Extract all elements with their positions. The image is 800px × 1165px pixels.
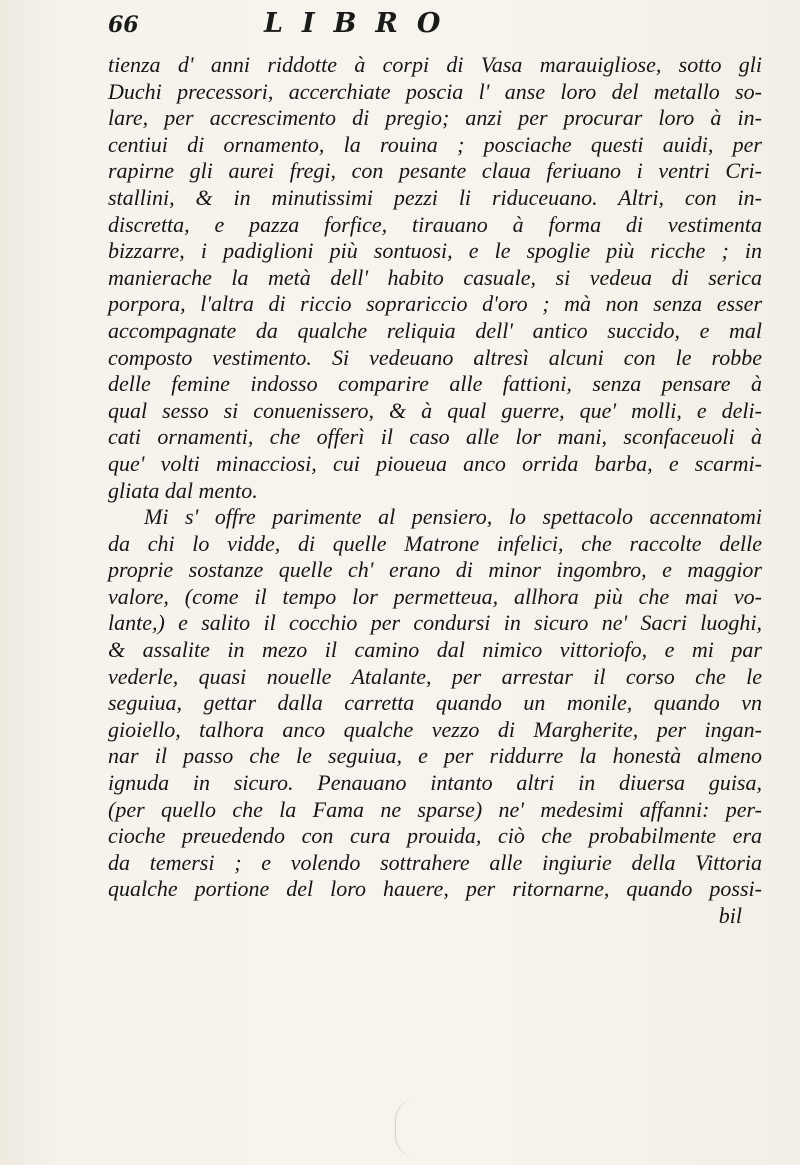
text-line: nar il passo che le seguiua, e per riddurre la honestà almeno <box>108 743 762 769</box>
text-line: gioiello, talhora anco qualche vezzo di Margherite, per ingan- <box>108 716 762 742</box>
text-line: discretta, e pazza forfice, tirauano à forma di vestimenta <box>108 211 762 237</box>
catchword: bil <box>718 903 742 928</box>
text-line: (per quello che la Fama ne sparse) ne' medesimi affanni: per- <box>108 796 762 822</box>
text-line: centiui di ornamento, la rouina ; posciache questi auidi, per <box>108 131 762 157</box>
text-line: porpora, l'altra di riccio soprariccio d'oro ; mà non senza esser <box>108 291 762 317</box>
text-line: valore, (come il tempo lor permetteua, allhora più che mai vo- <box>108 583 762 609</box>
text-line: qual sesso si conuenissero, & à qual guerre, que' molli, e deli- <box>108 397 762 423</box>
text-line: composto vestimento. Si vedeuano altresì alcuni con le robbe <box>108 344 762 370</box>
text-line: tienza d' anni riddotte à corpi di Vasa marauigliose, sotto gli <box>108 52 762 77</box>
text-line: ignuda in sicuro. Penauano intanto altri in diuersa guisa, <box>108 770 762 796</box>
text-line: & assalite in mezo il camino dal nimico vittoriofo, e mi par <box>108 637 762 663</box>
text-line: manierache la metà dell' habito casuale, si vedeua di serica <box>108 264 762 290</box>
text-line: bizzarre, i padiglioni più sontuosi, e le spoglie più ricche ; in <box>108 238 762 264</box>
page-header <box>108 8 748 42</box>
paragraph-1 <box>108 52 762 504</box>
text-line: stallini, & in minutissimi pezzi li riduceuano. Altri, con in- <box>108 184 762 210</box>
text-line: seguiua, gettar dalla carretta quando un monile, quando vn <box>108 690 762 716</box>
text-line: cati ornamenti, che offerì il caso alle lor mani, sconfaceuoli à <box>108 424 762 450</box>
paper-mark <box>395 1098 418 1158</box>
text-line: lare, per accrescimento di pregio; anzi per procurar loro à in- <box>108 105 762 131</box>
text-line: accompagnate da qualche reliquia dell' antico succido, e mal <box>108 317 762 343</box>
text-line: rapirne gli aurei fregi, con pesante claua feriuano i ventri Cri- <box>108 158 762 184</box>
main-text <box>108 52 762 930</box>
text-line: qualche portione del loro hauere, per ritornarne, quando possi- <box>108 876 762 902</box>
text-line: lante,) e salito il cocchio per condursi in sicuro ne' Sacri luoghi, <box>108 610 762 636</box>
text-line: da temersi ; e volendo sottrahere alle ingiurie della Vittoria <box>108 849 762 875</box>
text-line: proprie sostanze quelle ch' erano di minor ingombro, e maggior <box>108 557 762 583</box>
text-line: que' volti minacciosi, cui pioueua anco orrida barba, e scarmi- <box>108 450 762 476</box>
text-line: cioche preuedendo con cura prouida, ciò che probabilmente era <box>108 823 762 849</box>
text-line: da chi lo vidde, di quelle Matrone infelici, che raccolte delle <box>108 530 762 556</box>
text-line: gliata dal mento. <box>108 477 258 503</box>
running-head: LIBRO <box>264 8 460 39</box>
text-line: vederle, quasi nouelle Atalante, per arrestar il corso che le <box>108 663 762 689</box>
text-line: Mi s' offre parimente al pensiero, lo spettacolo accennatomi <box>144 504 762 530</box>
text-line: delle femine indosso comparire alle fattioni, senza pensare à <box>108 371 762 397</box>
page-number: 66 <box>108 12 139 38</box>
paragraph-2 <box>108 504 762 903</box>
text-line: Duchi precessori, accerchiate poscia l' anse loro del metallo so- <box>108 78 762 104</box>
